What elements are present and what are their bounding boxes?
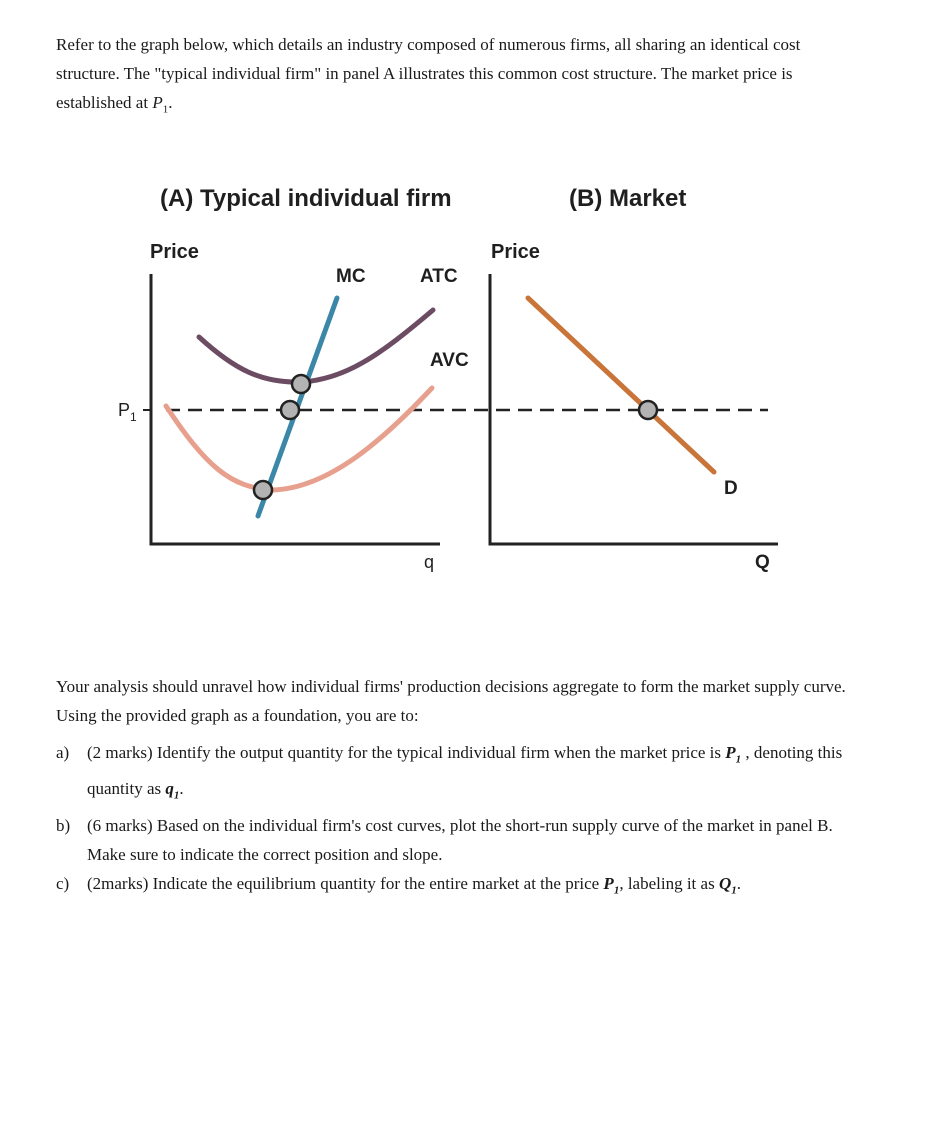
avc-label: AVC [430, 350, 469, 371]
question-text: . [179, 779, 184, 799]
question-text: , labeling it as [619, 873, 719, 893]
demand-curve [528, 298, 714, 472]
panel-b-title: (B) Market [569, 185, 687, 212]
cost-curves-figure [0, 170, 928, 600]
analysis-paragraph: Your analysis should unravel how individual firms' production decisions aggregate to form the market supply curve. Using the provided graph as a foundation, you are to: [56, 677, 846, 725]
question-text: . [736, 873, 741, 893]
panel-b-y-label: Price [491, 241, 540, 263]
panel-b-x-label: Q [755, 552, 770, 573]
question-text: , denoting this quantity as [87, 743, 843, 799]
quantity-symbol: $Q_1$ [718, 873, 737, 897]
price-symbol: P [152, 93, 163, 112]
market-equilibrium-point [639, 401, 657, 419]
price-subscript: 1 [162, 103, 169, 116]
question-letter: b) [56, 815, 71, 835]
question-b [56, 811, 856, 869]
quantity-symbol: $q_1$ [165, 779, 180, 802]
question-text: (6 marks) Based on the individual firm's cost curves, plot the short-run supply curve of the market in panel B. Make sure to indicate the correct position and slope. [87, 815, 833, 864]
question-list [56, 738, 856, 905]
price-tick-label: $P_1$ [118, 400, 137, 424]
question-text: (2marks) Indicate the equilibrium quantity for the entire market at the price [87, 873, 604, 893]
atc-curve [199, 310, 433, 382]
question-a [56, 738, 856, 811]
intro-text: Refer to the graph below, which details an industry composed of numerous firms, all sharing an identical cost structure. The "typical individual firm" in panel A illustrates this common cost structure. The market price is established at [56, 35, 801, 112]
demand-label: D [724, 478, 738, 499]
question-letter: a) [56, 743, 70, 762]
panel-a-y-label: Price [150, 241, 199, 263]
atc-label: ATC [420, 266, 458, 287]
question-text: (2 marks) Identify the output quantity for the typical individual firm when the market price is [87, 743, 726, 762]
price-symbol: $P_1$ [725, 743, 742, 766]
mc-label: MC [336, 266, 366, 287]
price-symbol: $P_1$ [603, 873, 620, 897]
panel-a-x-label: q [424, 552, 435, 572]
question-c [56, 869, 856, 905]
intro-end: . [168, 93, 173, 112]
mc-price-intersection-point [281, 401, 299, 419]
question-letter: c) [56, 873, 70, 893]
intro-paragraph [56, 30, 856, 124]
mc-atc-intersection-point [292, 375, 310, 393]
mc-avc-intersection-point [254, 481, 272, 499]
panel-a-title: (A) Typical individual firm [160, 185, 452, 212]
